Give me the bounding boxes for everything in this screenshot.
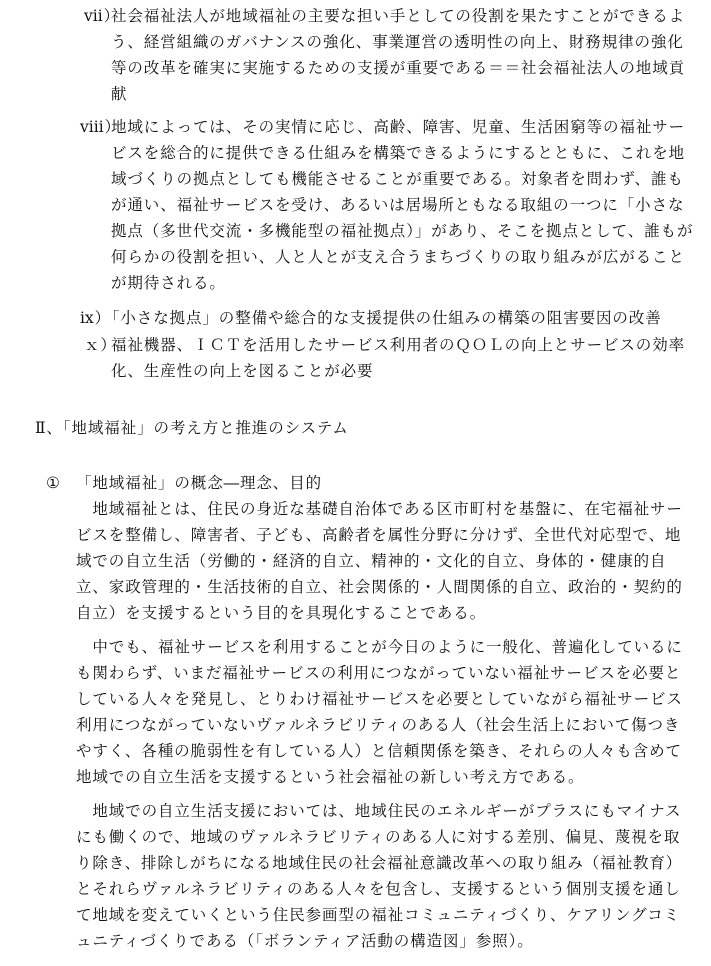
text-line: 域での自立生活（労働的・経済的自立、精神的・文化的自立、身体的・健康的自	[76, 552, 667, 570]
text-line: 献	[111, 85, 128, 103]
list-item-text	[111, 114, 693, 296]
paragraph	[76, 496, 683, 626]
list-item-text	[111, 3, 685, 107]
subsection-title: 「地域福祉」の概念―理念、目的	[76, 474, 323, 492]
text-line: 自立）を支援するという目的を具現化することである。	[76, 604, 487, 622]
text-line: 地域での自立生活を支援するという社会福祉の新しい考え方である。	[76, 768, 585, 786]
text-line: ビスを総合的に提供できる仕組みを構築できるようにするとともに、これを地	[111, 144, 686, 162]
text-line: 域づくりの拠点としても機能させることが重要である。対象者を問わず、誰も	[111, 170, 684, 188]
text-line: ュニティづくりである（「ボランティア活動の構造図」参照）。	[76, 932, 534, 950]
item-marker: ⅷ）	[80, 118, 121, 136]
text-line: にも働くので、地域のヴァルネラビリティのある人に対する差別、偏見、蔑視を取	[76, 828, 681, 846]
text-line: 等の改革を確実に実施するための支援が重要である＝＝社会福祉法人の地域貢	[111, 59, 686, 77]
text-line: 何らかの役割を担い、人と人とが支え合うまちづくりの取り組みが広がること	[111, 248, 685, 266]
subsection-marker: ①	[46, 474, 61, 492]
text-line: やすく、各種の脆弱性を有している人）と信頼関係を築き、それらの人々も含めて	[76, 742, 682, 760]
text-line: ビスを整備し、障害者、子ども、高齢者を属性分野に分けず、全世代対応型で、地	[76, 526, 682, 544]
text-line: 「小さな拠点」の整備や総合的な支援提供の仕組みの構築の阻害要因の改善	[104, 309, 662, 327]
list-item-text	[104, 305, 662, 331]
text-line: て地域を変えていくという住民参画型の福祉コミュニティづくり、ケアリングコミ	[76, 906, 681, 924]
text-line: 福祉機器、ＩＣＴを活用したサービス利用者のＱＯＬの向上とサービスの効率	[111, 336, 686, 354]
text-line: 中でも、福祉サービスを利用することが今日のように一般化、普遍化しているに	[76, 638, 683, 656]
text-line: とそれらヴァルネラビリティのある人々を包含し、支援するという個別支援を通し	[76, 880, 681, 898]
item-marker: ⅶ）	[84, 7, 120, 25]
paragraph	[76, 634, 683, 790]
section-heading-text: Ⅱ、「地域福祉」の考え方と推進のシステム	[35, 419, 349, 437]
list-item-text	[111, 332, 685, 384]
text-line: している人々を発見し、とりわけ福祉サービスを必要としていながら福祉サービス	[76, 690, 683, 708]
text-line: 立、家政管理的・生活技術的自立、社会関係的・人間関係的自立、政治的・契約的	[76, 578, 683, 596]
text-line: 化、生産性の向上を図ることが必要	[111, 362, 374, 380]
item-marker: ｘ）	[84, 336, 117, 354]
text-line: う、経営組織のガバナンスの強化、事業運営の透明性の向上、財務規律の強化	[111, 33, 684, 51]
text-line: り除き、排除しがちになる地域住民の社会福祉意識改革への取り組み（福祉教育）	[76, 854, 683, 872]
text-line: 拠点（多世代交流・多機能型の福祉拠点）」があり、そこを拠点として、誰もが	[111, 222, 694, 240]
text-line: が期待される。	[111, 274, 226, 292]
text-line: が通い、福祉サービスを受け、あるいは居場所ともなる取組の一つに「小さな	[111, 196, 685, 214]
paragraph	[76, 798, 682, 954]
text-line: 社会福祉法人が地域福祉の主要な担い手としての役割を果たすことができるよ	[111, 7, 686, 25]
text-line: 地域によっては、その実情に応じ、高齢、障害、児童、生活困窮等の福祉サー	[111, 118, 686, 136]
text-line: も関わらず、いまだ福祉サービスの利用につながっていない福祉サービスを必要と	[76, 664, 682, 682]
text-line: 地域での自立生活支援においては、地域住民のエネルギーがプラスにもマイナス	[76, 802, 682, 820]
section-heading	[35, 415, 349, 441]
text-line: 利用につながっていないヴァルネラビリティのある人（社会生活上において傷つき	[76, 716, 681, 734]
text-line: 地域福祉とは、住民の身近な基礎自治体である区市町村を基盤に、在宅福祉サー	[76, 500, 683, 518]
item-marker: ⅸ）	[80, 309, 111, 327]
